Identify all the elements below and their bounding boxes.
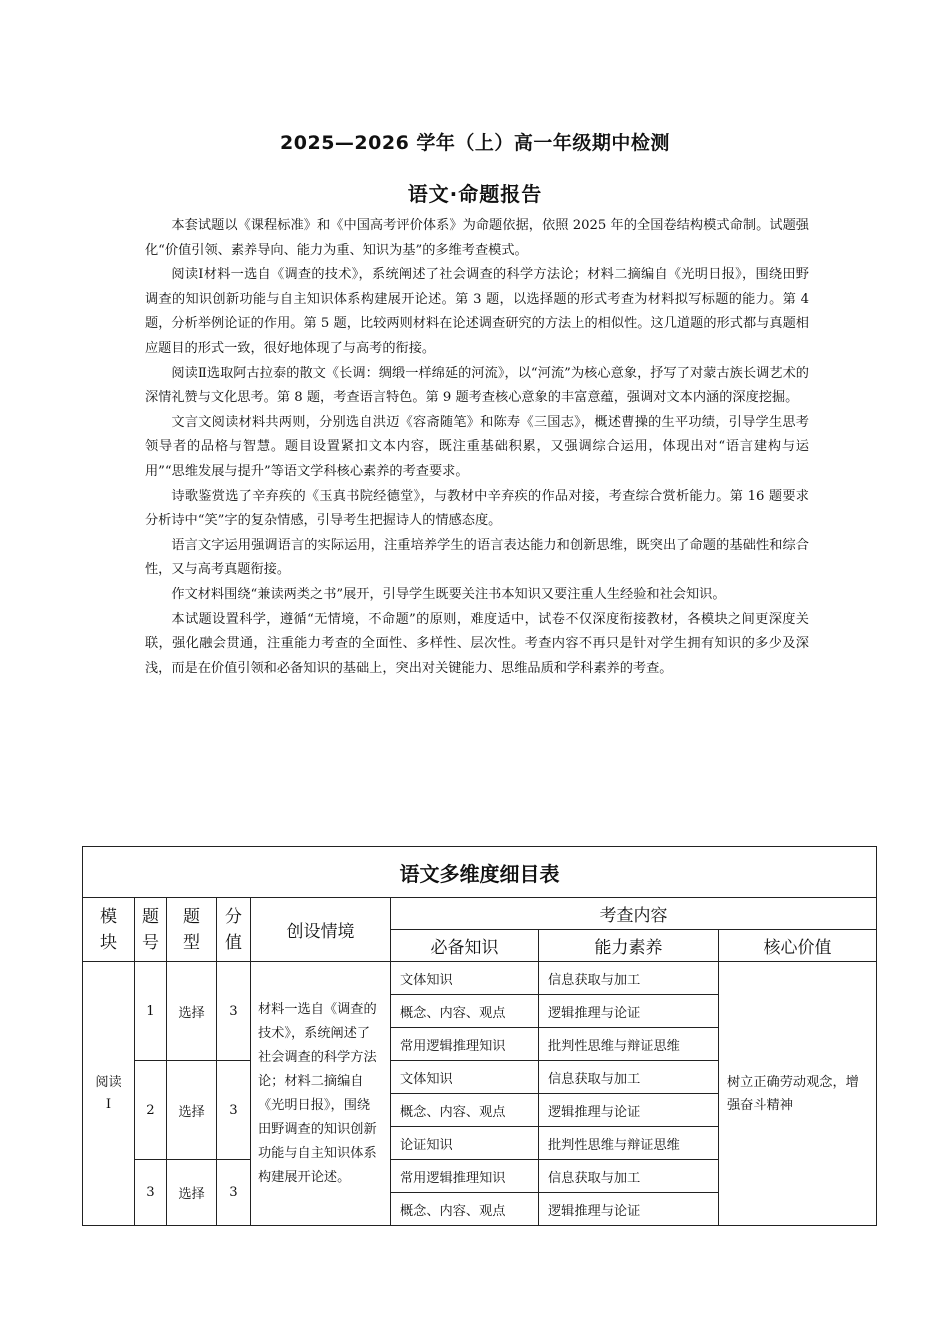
report-paragraph: 作文材料围绕“兼读两类之书”展开，引导学生既要关注书本知识又要注重人生经验和社会知识。 bbox=[171, 586, 726, 602]
table-row bbox=[83, 962, 877, 995]
header-scenario: 创设情境 bbox=[251, 898, 391, 962]
report-paragraph: 本试题设置科学，遵循“无情境，不命题”的原则，难度适中，试卷不仅深度衔接教材，各模块之间更深度关联，强化融会贯通，注重能力考查的全面性、多样性、层次性。考查内容不再只是针对学生拥有知识的多少及深浅，而是在价值引领和必备知识的基础上，突出对关键能力、思维品质和学科素养的考查。 bbox=[145, 611, 809, 676]
table-title: 语文多维度细目表 bbox=[83, 847, 877, 898]
knowledge-cell: 文体知识 bbox=[391, 1061, 539, 1094]
ability-cell: 逻辑推理与论证 bbox=[539, 995, 719, 1028]
knowledge-cell: 概念、内容、观点 bbox=[391, 995, 539, 1028]
question-type: 选择 bbox=[167, 1061, 217, 1160]
header-ability: 能力素养 bbox=[539, 930, 719, 962]
knowledge-cell: 常用逻辑推理知识 bbox=[391, 1028, 539, 1061]
question-score: 3 bbox=[217, 962, 251, 1061]
page-title: 2025—2026 学年（上）高一年级期中检测 bbox=[280, 132, 670, 154]
ability-cell: 批判性思维与辩证思维 bbox=[539, 1127, 719, 1160]
scenario-cell: 材料一选自《调查的技术》，系统阐述了社会调查的科学方法论；材料二摘编自《光明日报》，围绕田野调查的知识创新功能与自主知识体系构建展开论述。 bbox=[251, 962, 391, 1226]
knowledge-cell: 概念、内容、观点 bbox=[391, 1193, 539, 1226]
knowledge-cell: 文体知识 bbox=[391, 962, 539, 995]
knowledge-cell: 概念、内容、观点 bbox=[391, 1094, 539, 1127]
report-body bbox=[145, 214, 809, 681]
module-cell: 阅读Ⅰ bbox=[83, 962, 135, 1226]
report-paragraph: 文言文阅读材料共两则，分别选自洪迈《容斋随笔》和陈寿《三国志》，概述曹操的生平功绩，引导学生思考领导者的品格与智慧。题目设置紧扣文本内容，既注重基础积累，又强调综合运用，体现出对“语言建构与运用”“思维发展与提升”等语文学科核心素养的考查要求。 bbox=[145, 414, 809, 479]
header-type: 题型 bbox=[167, 898, 217, 962]
ability-cell: 信息获取与加工 bbox=[539, 962, 719, 995]
report-paragraph: 诗歌鉴赏选了辛弃疾的《玉真书院经德堂》，与教材中辛弃疾的作品对接，考查综合赏析能力。第 16 题要求分析诗中“笑”字的复杂情感，引导考生把握诗人的情感态度。 bbox=[145, 488, 809, 529]
header-number: 题号 bbox=[135, 898, 167, 962]
header-knowledge: 必备知识 bbox=[391, 930, 539, 962]
core-value-cell: 树立正确劳动观念，增强奋斗精神 bbox=[719, 962, 877, 1226]
ability-cell: 信息获取与加工 bbox=[539, 1160, 719, 1193]
detail-table bbox=[82, 846, 877, 1226]
question-score: 3 bbox=[217, 1061, 251, 1160]
question-number: 3 bbox=[135, 1160, 167, 1226]
ability-cell: 信息获取与加工 bbox=[539, 1061, 719, 1094]
knowledge-cell: 常用逻辑推理知识 bbox=[391, 1160, 539, 1193]
question-number: 1 bbox=[135, 962, 167, 1061]
question-number: 2 bbox=[135, 1061, 167, 1160]
header-content: 考查内容 bbox=[391, 898, 877, 930]
knowledge-cell: 论证知识 bbox=[391, 1127, 539, 1160]
question-type: 选择 bbox=[167, 962, 217, 1061]
report-paragraph: 本套试题以《课程标准》和《中国高考评价体系》为命题依据，依照 2025 年的全国卷结构模式命制。试题强化“价值引领、素养导向、能力为重、知识为基”的多维考查模式。 bbox=[145, 218, 809, 258]
header-module: 模块 bbox=[83, 898, 135, 962]
question-score: 3 bbox=[217, 1160, 251, 1226]
header-value: 核心价值 bbox=[719, 930, 877, 962]
ability-cell: 逻辑推理与论证 bbox=[539, 1193, 719, 1226]
page-subtitle: 语文·命题报告 bbox=[407, 182, 543, 206]
report-paragraph: 语言文字运用强调语言的实际运用，注重培养学生的语言表达能力和创新思维，既突出了命题的基础性和综合性，又与高考真题衔接。 bbox=[145, 537, 809, 578]
ability-cell: 批判性思维与辩证思维 bbox=[539, 1028, 719, 1061]
report-paragraph: 阅读Ⅱ选取阿古拉泰的散文《长调：绸缎一样绵延的河流》，以“河流”为核心意象，抒写了对蒙古族长调艺术的深情礼赞与文化思考。第 8 题，考查语言特色。第 9 题考查核心意象的丰富意蕴，强调对文本内涵的深度挖掘。 bbox=[145, 365, 809, 406]
report-paragraph: 阅读Ⅰ材料一选自《调查的技术》，系统阐述了社会调查的科学方法论；材料二摘编自《光明日报》，围绕田野调查的知识创新功能与自主知识体系构建展开论述。第 3 题，以选择题的形式考查为材料拟写标题的能力。第 4 题，分析举例论证的作用。第 5 题，比较两则材料在论述调查研究的方法上的相似性。这几道题的形式都与真题相应题目的形式一致，很好地体现了与高考的衔接。 bbox=[145, 267, 809, 356]
ability-cell: 逻辑推理与论证 bbox=[539, 1094, 719, 1127]
header-score: 分值 bbox=[217, 898, 251, 962]
question-type: 选择 bbox=[167, 1160, 217, 1226]
